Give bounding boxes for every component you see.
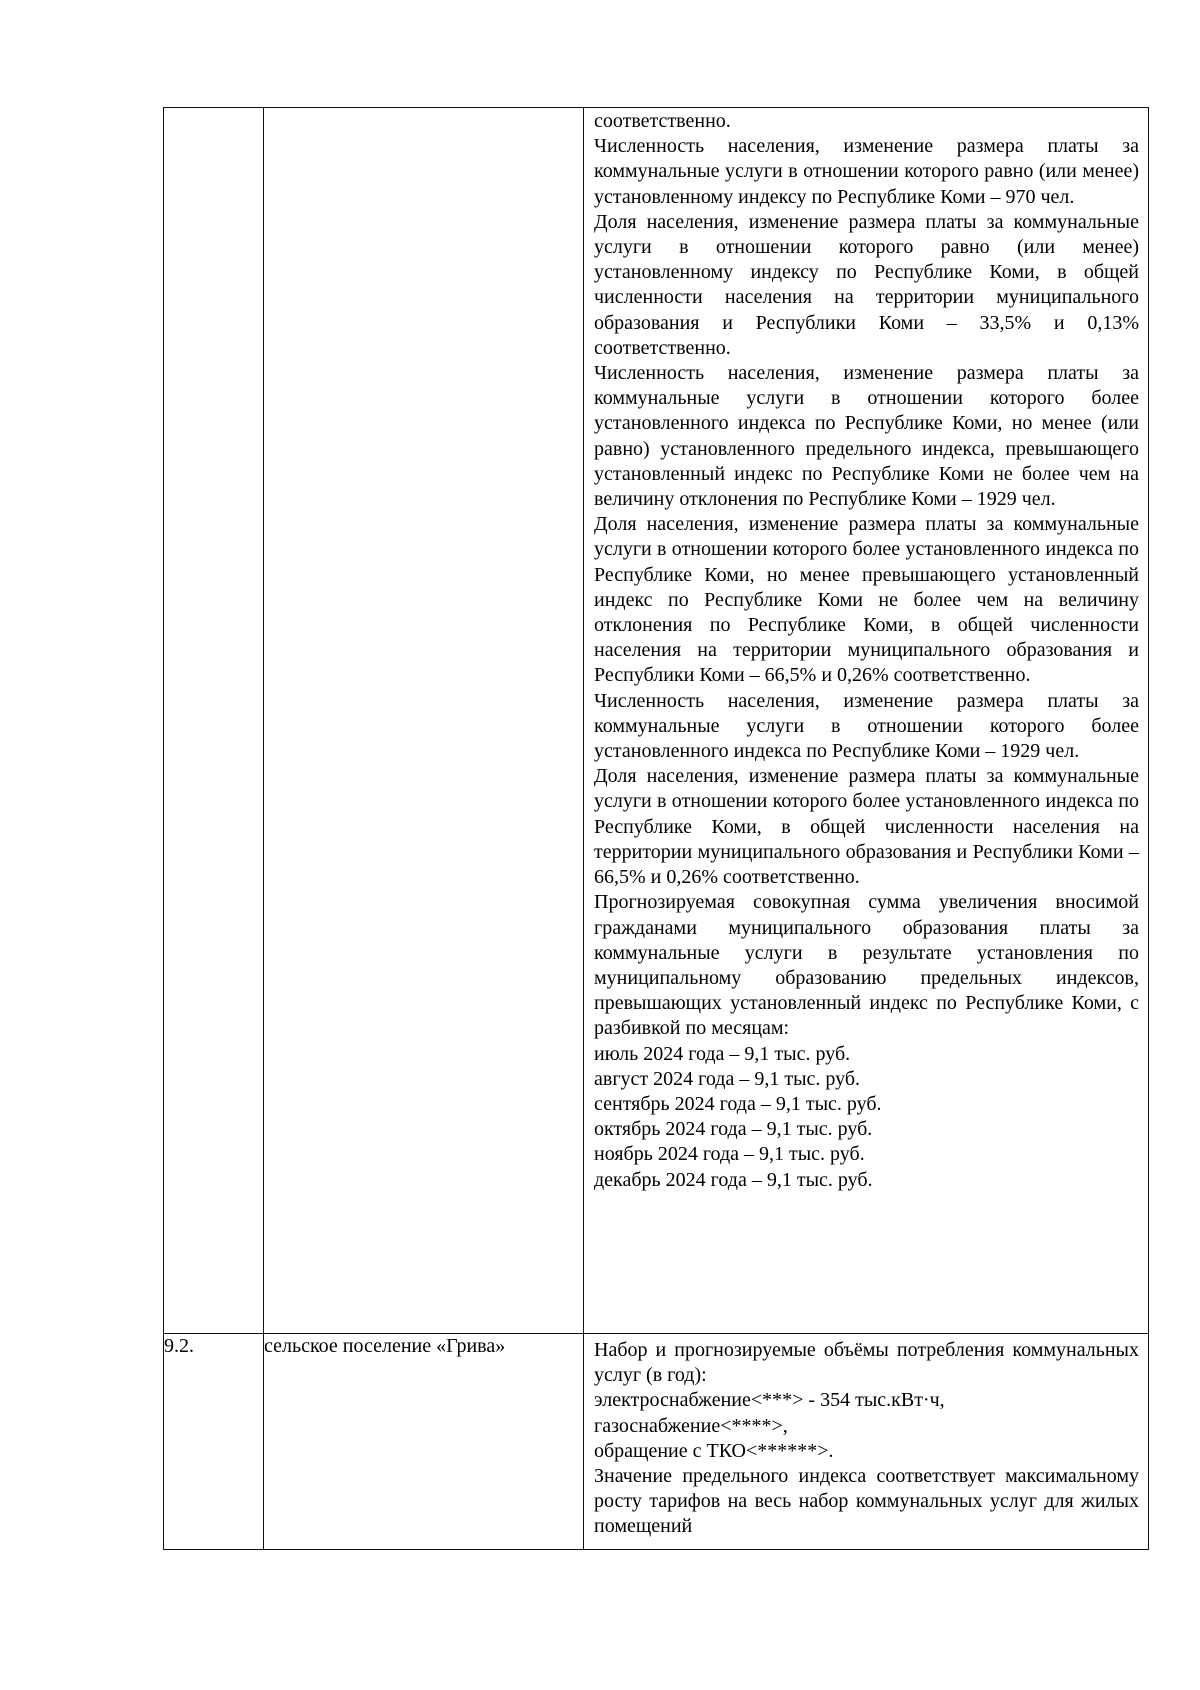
indices-table [163,107,1149,1550]
paragraph-0: соответственно. [594,110,731,132]
month-line-aug: август 2024 года – 9,1 тыс. руб. [594,1067,861,1090]
month-line-dec: декабрь 2024 года – 9,1 тыс. руб. [594,1168,873,1191]
description-cell [584,1334,1149,1550]
index-paragraph: Значение предельного индекса соответствует максимальному росту тарифов на весь набор коммунальных услуг для жилых помещений [594,1465,1139,1538]
month-line-nov: ноябрь 2024 года – 9,1 тыс. руб. [594,1143,865,1166]
table-row [164,1334,1149,1550]
paragraph-2: Доля населения, изменение размера платы за коммунальные услуги в отношении которого равно (или менее) установленному индексу по Республике Коми, в общей численности населения на территории муниципального образования и Республики Коми – 33,5% и 0,13% соответственно. [594,210,1139,359]
row-number-cell: 9.2. [164,1334,264,1550]
paragraph-1: Численность населения, изменение размера платы за коммунальные услуги в отношении которого равно (или менее) установленному индексу по Республике Коми – 970 чел. [594,135,1139,208]
description-cell [584,108,1149,1334]
municipality-name-cell [264,108,584,1334]
paragraph-4: Доля населения, изменение размера платы за коммунальные услуги в отношении которого более установленного индекса по Республике Коми, но менее превышающего установленный индекс по Республике Коми не более чем на величину отклонения по Республике Коми, в общей численности населения на территории муниципального образования и Республики Коми – 66,5% и 0,26% соответственно. [594,513,1139,687]
table-row [164,108,1149,1334]
paragraph-6: Доля населения, изменение размера платы за коммунальные услуги в отношении которого более установленного индекса по Республике Коми, в общей численности населения на территории муниципального образования и Республики Коми – 66,5% и 0,26% соответственно. [594,765,1139,889]
month-line-jul: июль 2024 года – 9,1 тыс. руб. [594,1042,851,1065]
services-intro: Набор и прогнозируемые объёмы потребления коммунальных услуг (в год): [594,1339,1139,1387]
municipality-name-cell: сельское поселение «Грива» [264,1334,584,1550]
service-line-gas: газоснабжение<****>, [594,1414,788,1437]
row-number-cell [164,108,264,1334]
paragraph-3: Численность населения, изменение размера платы за коммунальные услуги в отношении которого более установленного индекса по Республике Коми, но менее (или равно) установленного предельного индекса, превышающего установленный индекс по Республике Коми не более чем на величину отклонения по Республике Коми – 1929 чел. [594,362,1139,511]
service-line-electricity: электроснабжение<***> - 354 тыс.кВт·ч, [594,1389,945,1412]
month-line-sep: сентябрь 2024 года – 9,1 тыс. руб. [594,1092,882,1115]
paragraph-5: Численность населения, изменение размера платы за коммунальные услуги в отношении которого более установленного индекса по Республике Коми – 1929 чел. [594,689,1139,763]
month-line-oct: октябрь 2024 года – 9,1 тыс. руб. [594,1118,873,1141]
paragraph-7: Прогнозируемая совокупная сумма увеличения вносимой гражданами муниципального образования платы за коммунальные услуги в результате установления по муниципальному образованию предельных индексов, превышающих установленный индекс по Республике Коми, с разбивкой по месяцам: [594,891,1139,1040]
service-line-waste: обращение с ТКО<******>. [594,1439,834,1462]
